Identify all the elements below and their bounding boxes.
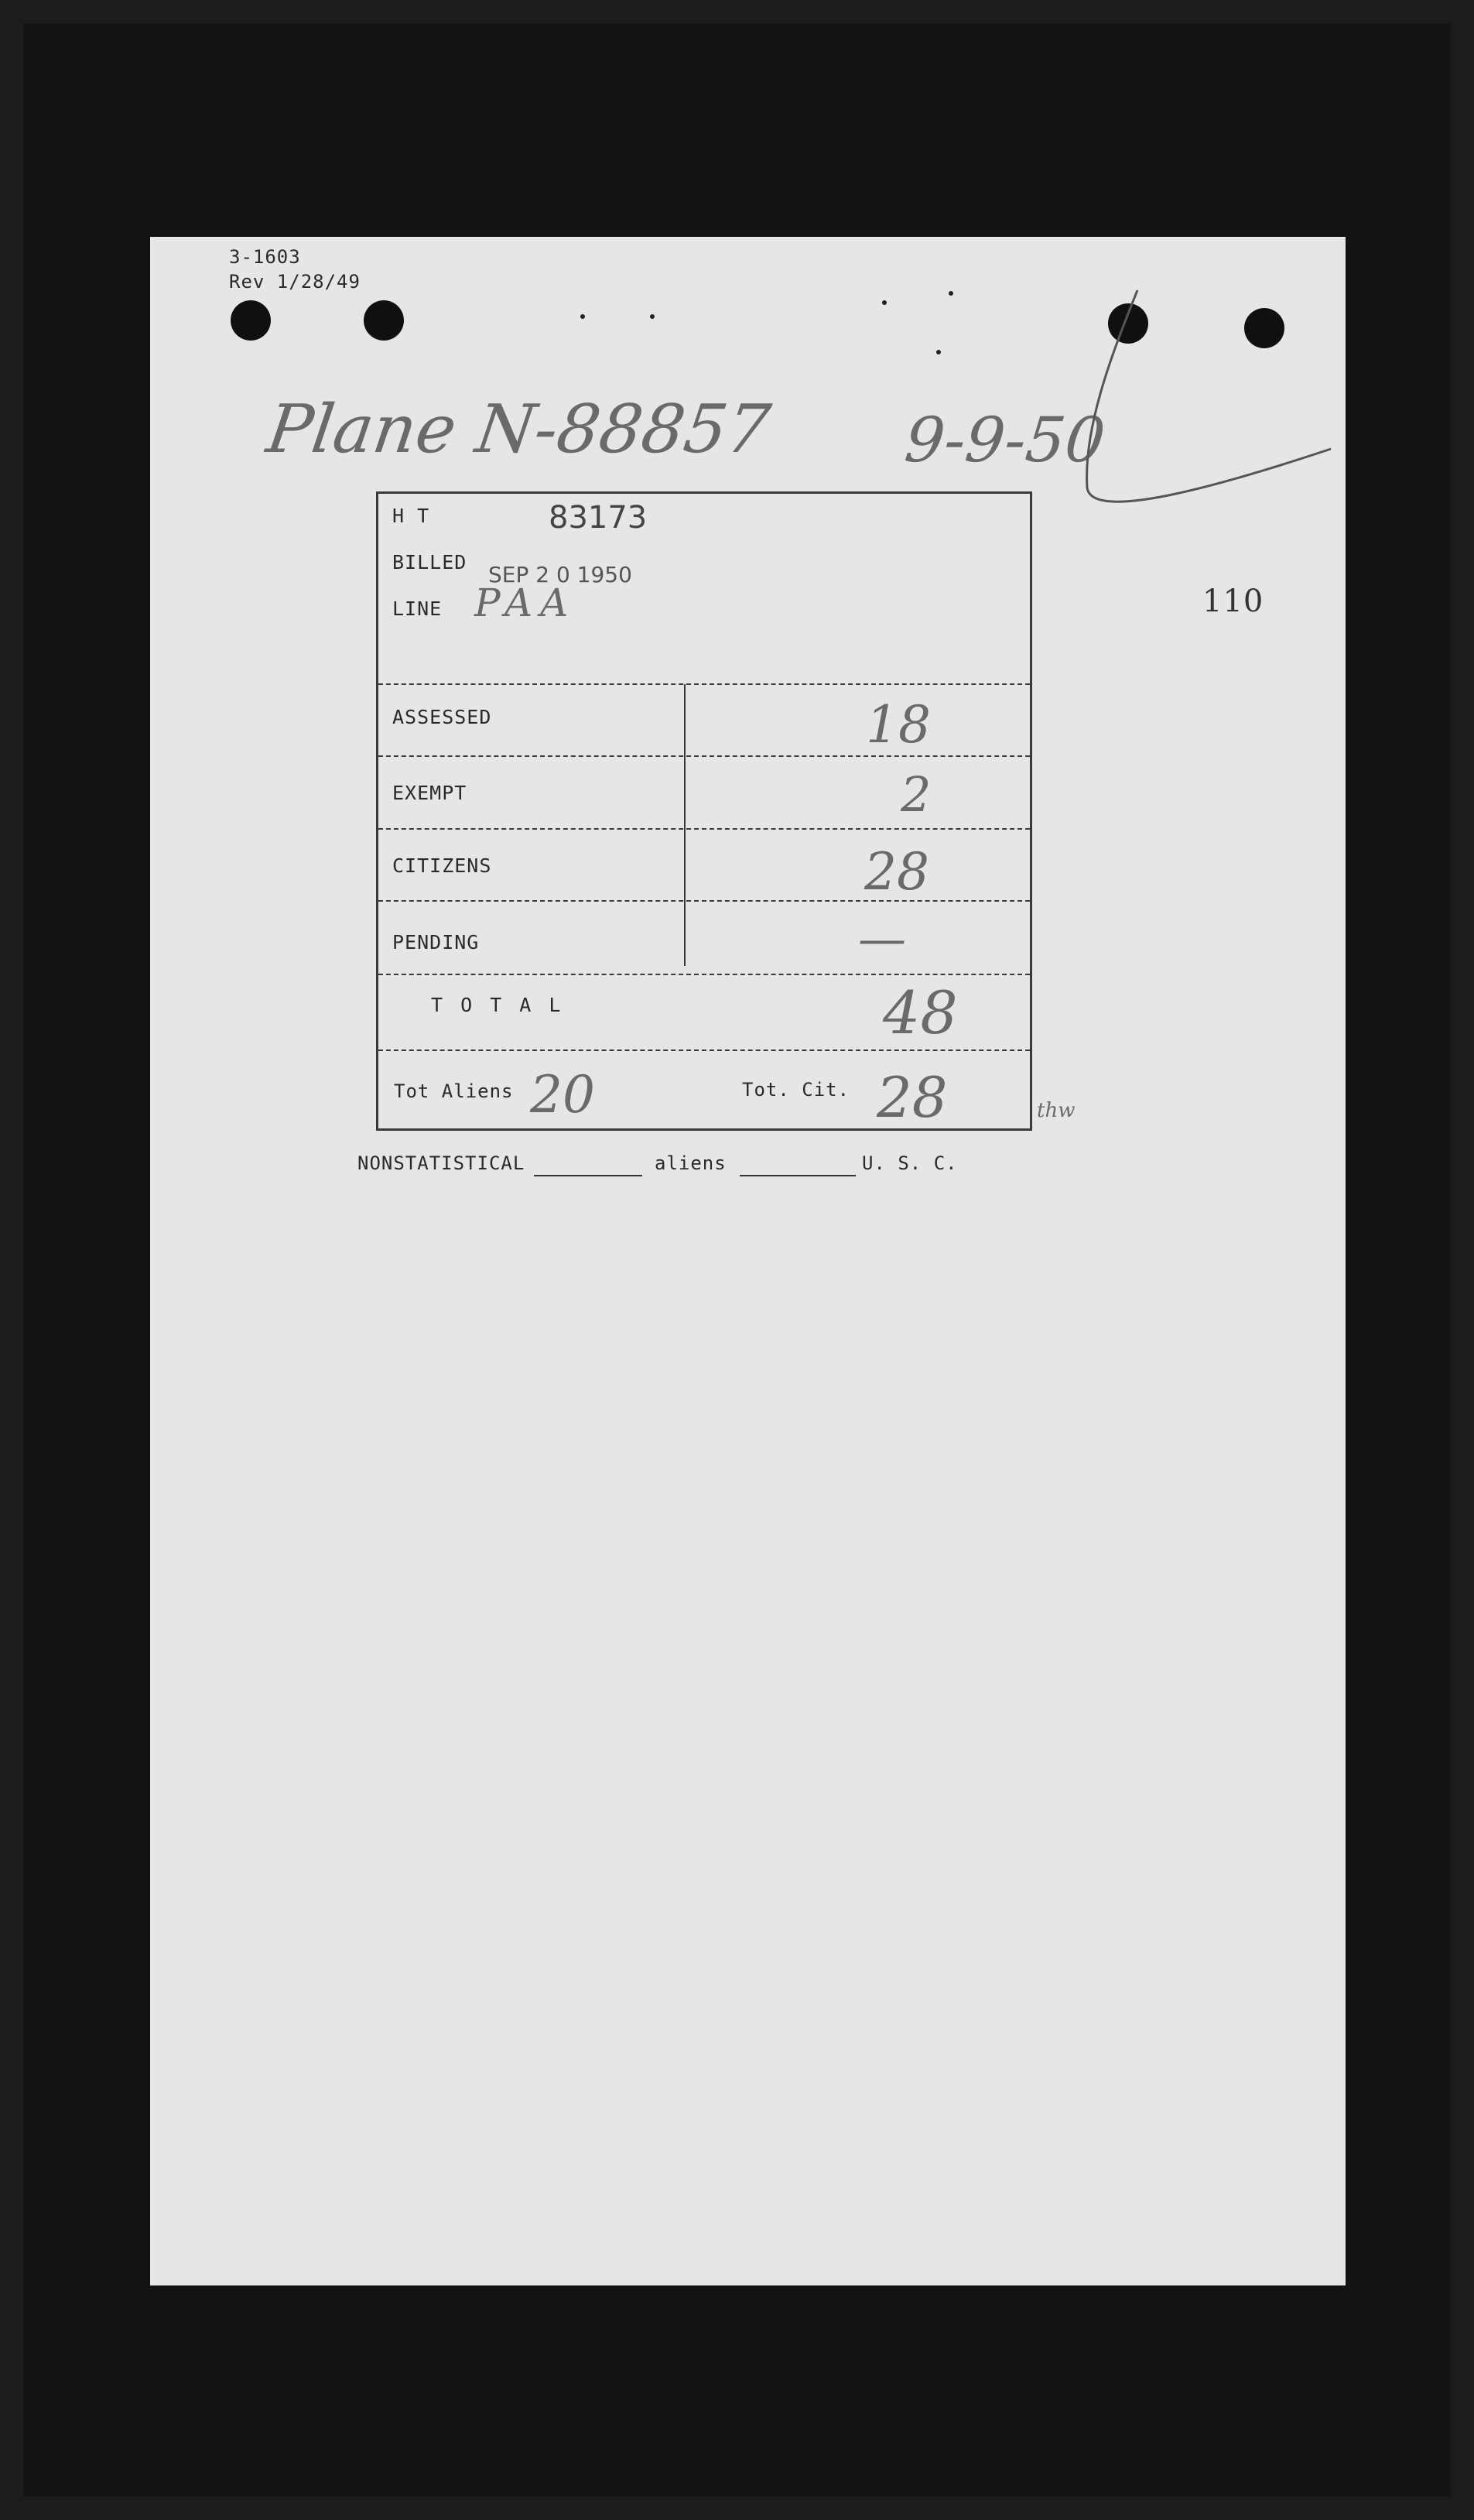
divider bbox=[378, 755, 1030, 757]
line-value: PAA bbox=[474, 580, 576, 625]
page-number: 110 bbox=[1202, 584, 1264, 619]
aliens-blank bbox=[740, 1175, 856, 1176]
pen-stroke-mark bbox=[1076, 286, 1339, 519]
divider bbox=[378, 974, 1030, 975]
line-label: LINE bbox=[392, 597, 443, 620]
divider bbox=[378, 1049, 1030, 1051]
exempt-value: 2 bbox=[901, 766, 932, 823]
ht-label: H T bbox=[392, 505, 430, 527]
exempt-label: EXEMPT bbox=[392, 782, 467, 804]
citizens-label: CITIZENS bbox=[392, 854, 492, 877]
speck bbox=[650, 314, 655, 319]
speck bbox=[580, 314, 585, 319]
assessed-label: ASSESSED bbox=[392, 706, 492, 728]
billed-label: BILLED bbox=[392, 551, 467, 574]
punch-hole-1 bbox=[231, 300, 271, 341]
citizens-value: 28 bbox=[864, 842, 929, 902]
tot-aliens-value: 20 bbox=[530, 1065, 595, 1125]
total-value: 48 bbox=[883, 978, 958, 1047]
initials: thw bbox=[1037, 1099, 1076, 1122]
nonstatistical-blank bbox=[534, 1175, 642, 1176]
usc-label: U. S. C. bbox=[862, 1152, 958, 1174]
divider bbox=[378, 828, 1030, 830]
tot-cit-value: 28 bbox=[877, 1065, 948, 1130]
aliens-label: aliens bbox=[655, 1152, 727, 1174]
column-divider bbox=[684, 684, 686, 966]
plane-number: Plane N-88857 bbox=[262, 391, 775, 468]
date-handwritten: 9-9-50 bbox=[901, 404, 1109, 476]
tot-cit-label: Tot. Cit. bbox=[742, 1079, 850, 1101]
pending-label: PENDING bbox=[392, 931, 480, 954]
total-label: T O T A L bbox=[431, 994, 564, 1016]
tot-aliens-label: Tot Aliens bbox=[394, 1080, 514, 1102]
nonstatistical-label: NONSTATISTICAL bbox=[357, 1152, 525, 1174]
divider bbox=[378, 900, 1030, 902]
speck bbox=[882, 300, 887, 305]
punch-hole-2 bbox=[364, 300, 404, 341]
ht-number: 83173 bbox=[549, 500, 648, 536]
speck bbox=[949, 291, 953, 296]
pending-value: — bbox=[858, 910, 906, 967]
speck bbox=[936, 350, 941, 354]
form-revision: Rev 1/28/49 bbox=[229, 271, 361, 293]
assessed-value: 18 bbox=[866, 695, 931, 755]
manifest-tally-table bbox=[376, 491, 1032, 1131]
billed-date-stamp: SEP 2 0 1950 bbox=[488, 562, 632, 587]
divider bbox=[378, 683, 1030, 685]
form-number: 3-1603 bbox=[229, 246, 301, 268]
